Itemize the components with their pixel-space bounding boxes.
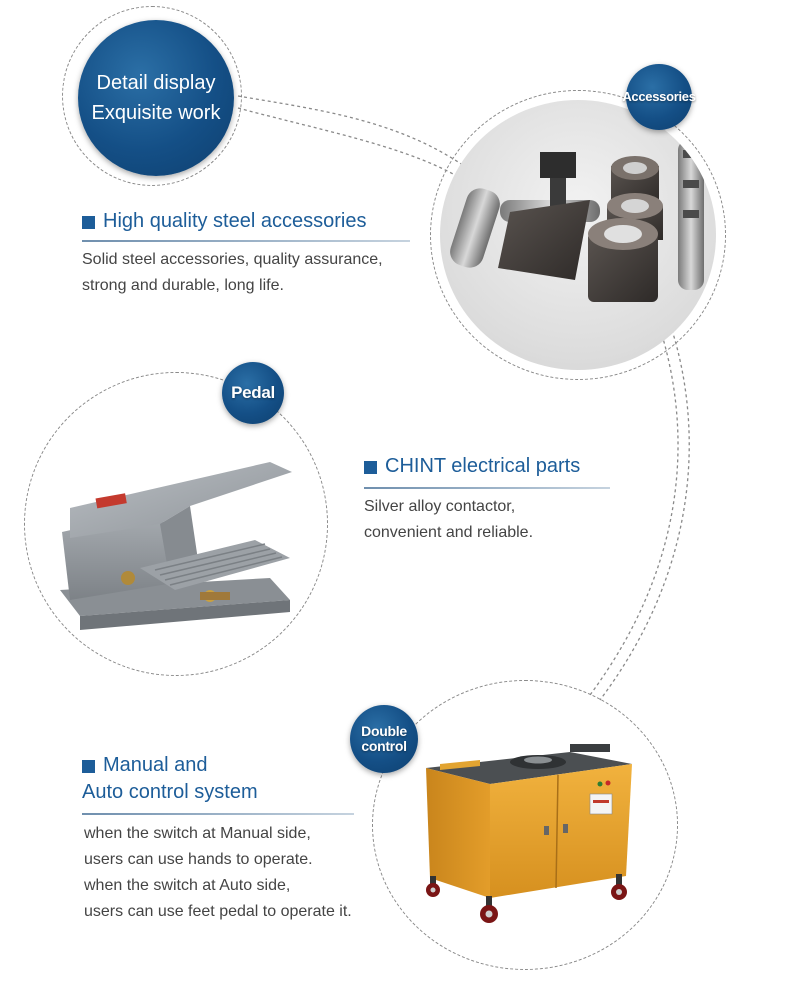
square-bullet-icon: [82, 216, 95, 229]
pedal-underline: [364, 487, 610, 489]
intro-badge-line1: Detail display: [96, 72, 216, 94]
pedal-badge-label: Pedal: [231, 383, 275, 403]
control-description: [84, 821, 352, 925]
pedal-badge: [222, 362, 284, 424]
steel-accessories-illustration: [440, 100, 716, 370]
accessories-badge-label: Accessories: [622, 89, 696, 105]
intro-badge: [78, 20, 234, 176]
control-desc-line: users can use hands to operate.: [84, 851, 313, 868]
accessories-heading: [82, 208, 366, 235]
control-badge-line2: control: [361, 738, 407, 754]
foot-pedal-illustration: [40, 440, 310, 640]
control-heading: [82, 752, 258, 806]
accessories-photo: [440, 100, 716, 370]
control-heading-line1: Manual and: [103, 754, 208, 776]
square-bullet-icon: [82, 760, 95, 773]
control-desc-line: when the switch at Auto side,: [84, 877, 291, 894]
accessories-underline: [82, 240, 410, 242]
pedal-photo: [40, 440, 310, 640]
control-heading-line2: Auto control system: [82, 781, 258, 803]
intro-badge-line2: Exquisite work: [91, 102, 221, 124]
control-desc-line: users can use feet pedal to operate it.: [84, 903, 352, 920]
control-photo: [420, 738, 642, 928]
pedal-heading-text: CHINT electrical parts: [385, 455, 581, 477]
control-underline: [82, 813, 354, 815]
accessories-desc-line: strong and durable, long life.: [82, 277, 284, 294]
control-badge-line1: Double: [361, 723, 407, 740]
pedal-desc-line: Silver alloy contactor,: [364, 498, 516, 515]
pedal-description: [364, 494, 533, 546]
pedal-heading: [364, 453, 580, 480]
pedal-desc-line: convenient and reliable.: [364, 524, 534, 541]
accessories-badge: [622, 64, 696, 130]
square-bullet-icon: [364, 461, 377, 474]
accessories-desc-line: Solid steel accessories, quality assurance,: [82, 251, 383, 268]
control-badge: [350, 705, 418, 773]
control-desc-line: when the switch at Manual side,: [84, 825, 311, 842]
rebar-bender-machine-illustration: [420, 738, 642, 928]
accessories-heading-text: High quality steel accessories: [103, 210, 367, 232]
accessories-description: [82, 247, 383, 299]
